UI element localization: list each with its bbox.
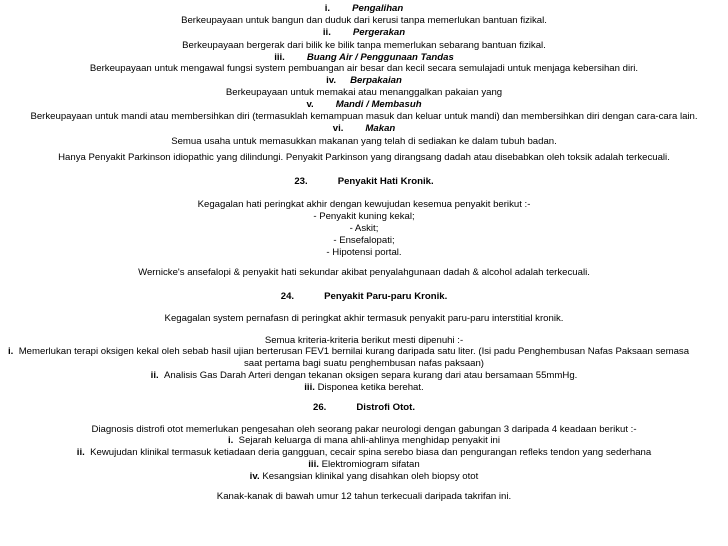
body-text: Berkeupayaan untuk mandi atau membersihkan diri (termasuklah kemampuan masuk dan keluar untuk mandi) dan membersihkan diri dengan cara-cara lain. bbox=[30, 111, 698, 122]
item-number: ii. bbox=[322, 27, 331, 38]
body-text: saat pertama bagi suatu penghembusan nafas paksaan) bbox=[243, 358, 484, 369]
item-text: Disponea ketika berehat. bbox=[317, 382, 424, 393]
list-item bbox=[0, 435, 728, 447]
item-number: i. bbox=[227, 435, 234, 446]
body-text: Wernicke's ansefalopi & penyakit hati sekundar akibat penyalahgunaan dadah & alcohol adalah terkecuali. bbox=[138, 267, 590, 278]
body-text: Berkeupayaan untuk memakai atau menanggalkan pakaian yang bbox=[225, 87, 503, 98]
body-text: Diagnosis distrofi otot memerlukan pengesahan oleh seorang pakar neurologi dengan gabungan 3 daripada 4 keadaan berikut :- bbox=[91, 424, 637, 435]
item-text: Elektromiogram sifatan bbox=[321, 459, 420, 470]
body-text: Semua kriteria-kriteria berikut mesti dipenuhi :- bbox=[264, 335, 464, 346]
item-number: iii. bbox=[304, 382, 315, 393]
body-text: Berkeupayaan bergerak dari bilik ke bilik tanpa memerlukan sebarang bantuan fizikal. bbox=[182, 40, 546, 51]
section-heading-paru bbox=[0, 291, 728, 303]
section-title: Penyakit Hati Kronik. bbox=[337, 176, 434, 187]
item-number: i. bbox=[324, 3, 331, 14]
section-number: 24. bbox=[280, 291, 295, 302]
item-title: Buang Air / Penggunaan Tandas bbox=[306, 52, 454, 63]
item-title: Pengalihan bbox=[352, 3, 404, 14]
list-item: - Ensefalopati; bbox=[333, 235, 395, 246]
section-title: Distrofi Otot. bbox=[356, 402, 415, 413]
item-text: Memerlukan terapi oksigen kekal oleh sebab hasil ujian berterusan FEV1 bernilai kurang daripada satu liter. (Isi padu Penghembusan Nafas Paksaan semasa bbox=[18, 346, 690, 357]
list-item: - Penyakit kuning kekal; bbox=[313, 211, 415, 222]
item-text: Kewujudan klinikal termasuk ketiadaan deria gangguan, cecair spina serebo biasa dan pengurangan refleks tendon yang sederhana bbox=[90, 447, 652, 458]
item-title: Makan bbox=[365, 123, 396, 134]
item-text: Sejarah keluarga di mana ahli-ahlinya menghidap penyakit ini bbox=[238, 435, 500, 446]
section-heading-pengalihan bbox=[0, 3, 728, 15]
section-heading-distrofi bbox=[0, 402, 728, 414]
section-heading-mandi bbox=[0, 99, 728, 111]
list-item bbox=[0, 459, 728, 471]
body-text: Berkeupayaan untuk bangun dan duduk dari kerusi tanpa memerlukan bantuan fizikal. bbox=[181, 15, 547, 26]
body-text: Berkeupayaan untuk mengawal fungsi system pembuangan air besar dan kecil secara semulajadi untuk menjaga kebersihan diri. bbox=[89, 63, 639, 74]
item-number: ii. bbox=[76, 447, 85, 458]
body-text: Kegagalan system pernafasn di peringkat akhir termasuk penyakit paru-paru interstitial kronik. bbox=[164, 313, 564, 324]
item-number: iii. bbox=[308, 459, 319, 470]
item-text: Analisis Gas Darah Arteri dengan tekanan oksigen separa kurang dari atau bersamaan 55mmHg. bbox=[164, 370, 578, 381]
item-number: i. bbox=[8, 346, 14, 357]
list-item: - Askit; bbox=[349, 223, 379, 234]
section-heading-hati bbox=[0, 176, 728, 188]
section-number: 26. bbox=[313, 402, 327, 413]
item-number: v. bbox=[306, 99, 314, 110]
list-item: - Hipotensi portal. bbox=[326, 247, 402, 258]
item-number: iii. bbox=[274, 52, 285, 63]
item-title: Pergerakan bbox=[352, 27, 406, 38]
body-text: Semua usaha untuk memasukkan makanan yang telah di sediakan ke dalam tubuh badan. bbox=[171, 136, 557, 147]
item-number: iv. bbox=[249, 471, 260, 482]
list-item bbox=[0, 382, 728, 394]
item-text: Kesangsian klinikal yang disahkan oleh biopsy otot bbox=[262, 471, 479, 482]
item-number: vi. bbox=[332, 123, 344, 134]
list-item bbox=[0, 447, 728, 459]
body-text: Kanak-kanak di bawah umur 12 tahun terkecuali daripada takrifan ini. bbox=[216, 491, 512, 502]
item-number: ii. bbox=[150, 370, 159, 381]
list-item bbox=[0, 471, 728, 483]
list-item bbox=[8, 346, 728, 358]
item-title: Mandi / Membasuh bbox=[335, 99, 422, 110]
section-heading-pergerakan bbox=[0, 27, 728, 39]
item-title: Berpakaian bbox=[350, 75, 402, 86]
section-number: 23. bbox=[294, 176, 308, 187]
body-text: Hanya Penyakit Parkinson idiopathic yang dilindungi. Penyakit Parkinson yang dirangsang dadah atau disebabkan oleh toksik adalah terkecuali. bbox=[58, 152, 670, 163]
section-title: Penyakit Paru-paru Kronik. bbox=[324, 291, 448, 302]
body-text: Kegagalan hati peringkat akhir dengan kewujudan kesemua penyakit berikut :- bbox=[197, 199, 531, 210]
section-heading-makan bbox=[0, 123, 728, 135]
section-heading-berpakaian bbox=[0, 75, 728, 87]
list-item bbox=[0, 370, 728, 382]
item-number: iv. bbox=[326, 75, 337, 86]
